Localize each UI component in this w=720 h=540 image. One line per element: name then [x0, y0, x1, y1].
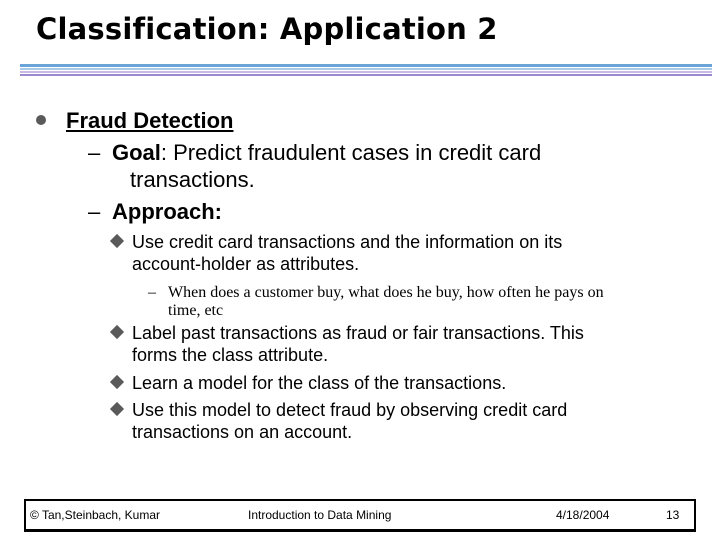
- footer-copyright: © Tan,Steinbach, Kumar: [30, 508, 161, 522]
- step-4: Use this model to detect fraud by observing credit card transactions on an account.: [112, 399, 567, 443]
- title-underline: [20, 71, 712, 73]
- dash-bullet-icon: –: [88, 140, 101, 165]
- goal-line: [112, 140, 541, 166]
- footer-course: Introduction to Data Mining: [248, 508, 392, 522]
- title-underline: [20, 74, 712, 76]
- footer-page-number: 13: [666, 508, 680, 522]
- title-underline: [20, 68, 712, 70]
- round-bullet-icon: [36, 115, 46, 125]
- diamond-bullet-icon: [110, 325, 124, 339]
- slide-footer: [24, 499, 696, 532]
- sub-note: – When does a customer buy, what does he buy, how often he pays on time, etc: [148, 284, 604, 319]
- goal-continuation: transactions.: [130, 167, 255, 192]
- approach-label: Approach:: [112, 199, 222, 224]
- diamond-bullet-icon: [110, 234, 124, 248]
- dash-bullet-icon: –: [148, 284, 156, 301]
- step-1: Use credit card transactions and the information on its account-holder as attributes.: [112, 231, 562, 275]
- goal-text: : Predict fraudulent cases in credit card: [160, 140, 542, 165]
- dash-bullet-icon: –: [88, 199, 101, 224]
- bullet-fraud-detection: [36, 108, 233, 134]
- diamond-bullet-icon: [110, 375, 124, 389]
- goal-label: Goal: [112, 140, 161, 165]
- diamond-bullet-icon: [110, 402, 124, 416]
- slide-title: Classification: Application 2: [36, 12, 498, 46]
- title-underline: [20, 64, 712, 67]
- footer-date: 4/18/2004: [556, 508, 610, 522]
- step-2: Label past transactions as fraud or fair transactions. This forms the class attribute.: [112, 322, 584, 366]
- item-heading: Fraud Detection: [66, 108, 234, 133]
- step-3: Learn a model for the class of the transactions.: [112, 372, 506, 394]
